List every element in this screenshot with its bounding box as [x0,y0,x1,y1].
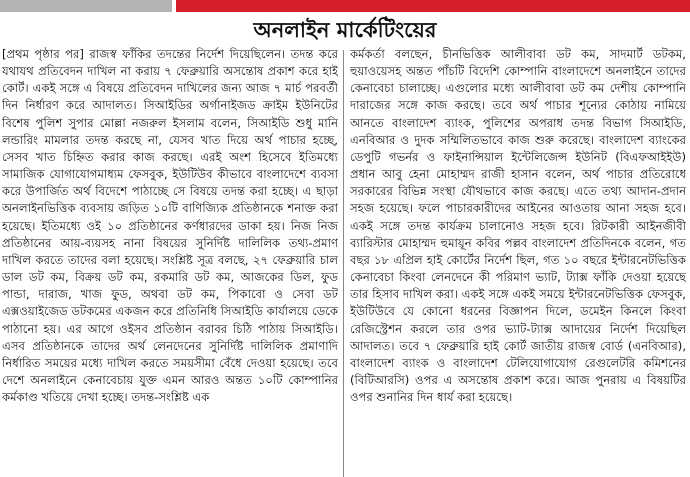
article-column-right [350,46,686,477]
top-color-bar [0,0,690,12]
top-bar-grey-segment [0,0,172,12]
article-paragraph-right: কর্মকর্তা বলছেন, চীনভিত্তিক আলীবাবা ডট কম, সাদমার্ট ডটকম, হুয়াওয়েসহ অন্তত পাঁচটি বিদেশি কোম্পানি বাংলাদেশে অনলাইনে তাদের কেনাবেচা চালাচ্ছে। এগুলোর মধ্যে আলীবাবা ডট কম দেশীয় কোম্পানি দারাজের সঙ্গে কাজ করছে। তবে অর্থ পাচার শূন্যের কোঠায় নামিয়ে আনতে বাংলাদেশ ব্যাংক, পুলিশের অপরাধ তদন্ত বিভাগ সিআইডি, এনবিআর ও দুদক সম্মিলিতভাবে কাজ শুরু করেছে। বাংলাদেশ ব্যাংকের ডেপুটি গভর্নর ও ফাইনান্সিয়াল ইন্টেলিজেন্স ইউনিট (বিএফআইইউ) প্রধান আবু হেনা মোহাম্মদ রাজী হাসান বলেন, অর্থ পাচার প্রতিরোধে সরকারের বিভিন্ন সংস্থা যৌথভাবে কাজ করছে। এতে তথ্য আদান-প্রদান সহজ হয়েছে। ফলে পাচারকারীদের আইনের আওতায় আনা সহজ হবে। একই সঙ্গে তদন্ত কার্যক্রম চালানোও সহজ হবে। রিটকারী আইনজীবী ব্যারিস্টার মোহাম্মদ হুমায়ূন কবির পল্লব বাংলাদেশ প্রতিদিনকে বলেন, গত বছর ১৮ এপ্রিল হাই কোর্টের নির্দেশ ছিল, গত ১০ বছরে ইন্টারনেটভিত্তিক কেনাবেচা কিংবা লেনদেনে কী পরিমাণ ভ্যাট, ট্যাক্স ফাঁকি দেওয়া হয়েছে তার হিসাব দাখিল করা। একই সঙ্গে একই সময়ে ইন্টারনেটভিত্তিক ফেসবুক, ইউটিউবে যে কোনো ধরনের বিজ্ঞাপন দিলে, ডমেইন কিনলে কিংবা রেজিস্ট্রেশন করলে তার ওপর ভ্যাট-ট্যাক্স আদায়ের নির্দেশ দিয়েছিল আদালত। তবে ৭ ফেব্রুয়ারি হাই কোর্ট জাতীয় রাজস্ব বোর্ড (এনবিআর), বাংলাদেশ ব্যাংক ও বাংলাদেশ টেলিযোগাযোগ রেগুলেটরি কমিশনের (বিটিআরসি) ওপর এ অসন্তোষ প্রকাশ করে। আজ পুনরায় এ বিষয়টির ওপর শুনানির দিন ধার্য করা হয়েছে। [350,47,686,405]
article-column-left [2,46,338,477]
article-headline: অনলাইন মার্কেটিংয়ের [253,18,437,42]
top-bar-red-segment [176,0,690,12]
article-paragraph-left: [প্রথম পৃষ্ঠার পর] রাজস্ব ফাঁকির তদন্তের নির্দেশ দিয়েছিলেন। তদন্ত করে যথাযথ প্রতিবেদন দাখিল না করায় ৭ ফেব্রুয়ারি অসন্তোষ প্রকাশ করে হাই কোর্ট। একই সঙ্গে এ বিষয়ে প্রতিবেদন দাখিলের জন্য আজ ৭ মার্চ পরবর্তী দিন নির্ধারণ করে আদালত। সিআইডির অর্গানাইজড ক্রাইম ইউনিটের বিশেষ পুলিশ সুপার মোল্লা নজরুল ইসলাম বলেন, সিআইডি শুধু মানি লন্ডারিং মামলার তদন্ত করছে না, যেসব খাত দিয়ে অর্থ পাচার হচ্ছে, সেসব খাত চিহ্নিত করার কাজ করছে। এরই অংশ হিসেবে ইতিমধ্যে সামাজিক যোগাযোগমাধ্যম ফেসবুক, ইউটিউব কীভাবে বাংলাদেশে ব্যবসা করে উপার্জিত অর্থ বিদেশে পাঠাচ্ছে সে বিষয়ে তদন্ত করা হচ্ছে। এ ছাড়া অনলাইনভিত্তিক ব্যবসায় জড়িত ১০টি বাণিজ্যিক প্রতিষ্ঠানকে শনাক্ত করা হয়েছে। ইতিমধ্যে ওই ১০ প্রতিষ্ঠানের কর্ণধারদের ডাকা হয়। নিজ নিজ প্রতিষ্ঠানের আয়-ব্যয়সহ নানা বিষয়ের সুনির্দিষ্ট দালিলিক তথ্য-প্রমাণ দাখিল করতে তাদের বলা হয়েছে। সংশ্লিষ্ট সূত্র বলছে, ২৭ ফেব্রুয়ারি চাল ডাল ডট কম, বিক্রয় ডট কম, রকমারি ডট কম, আজকের ডিল, ফুড পান্ডা, দারাজ, খাজ ফুড, অথবা ডট কম, পিকাবো ও সেবা ডট এক্সওয়াইজেড ডটকমের একজন করে প্রতিনিধি সিআইডি কার্যালয়ে ডেকে পাঠানো হয়। এর আগে ওইসব প্রতিষ্ঠান বরাবর চিঠি পাঠায় সিআইডি। এসব প্রতিষ্ঠানকে তাদের অর্থ লেনদেনের সুনির্দিষ্ট দালিলিক প্রমাণাদি নির্ধারিত সময়ের মধ্যে দাখিল করতে সময়সীমা বেঁধে দেওয়া হয়েছে। তবে দেশে অনলাইনে কেনাবেচায় যুক্ত এমন আরও অন্তত ১০টি কোম্পানির কর্মকাণ্ড খতিয়ে দেখা হচ্ছে। তদন্ত-সংশ্লিষ্ট এক [2,47,338,405]
column-divider [343,50,344,477]
